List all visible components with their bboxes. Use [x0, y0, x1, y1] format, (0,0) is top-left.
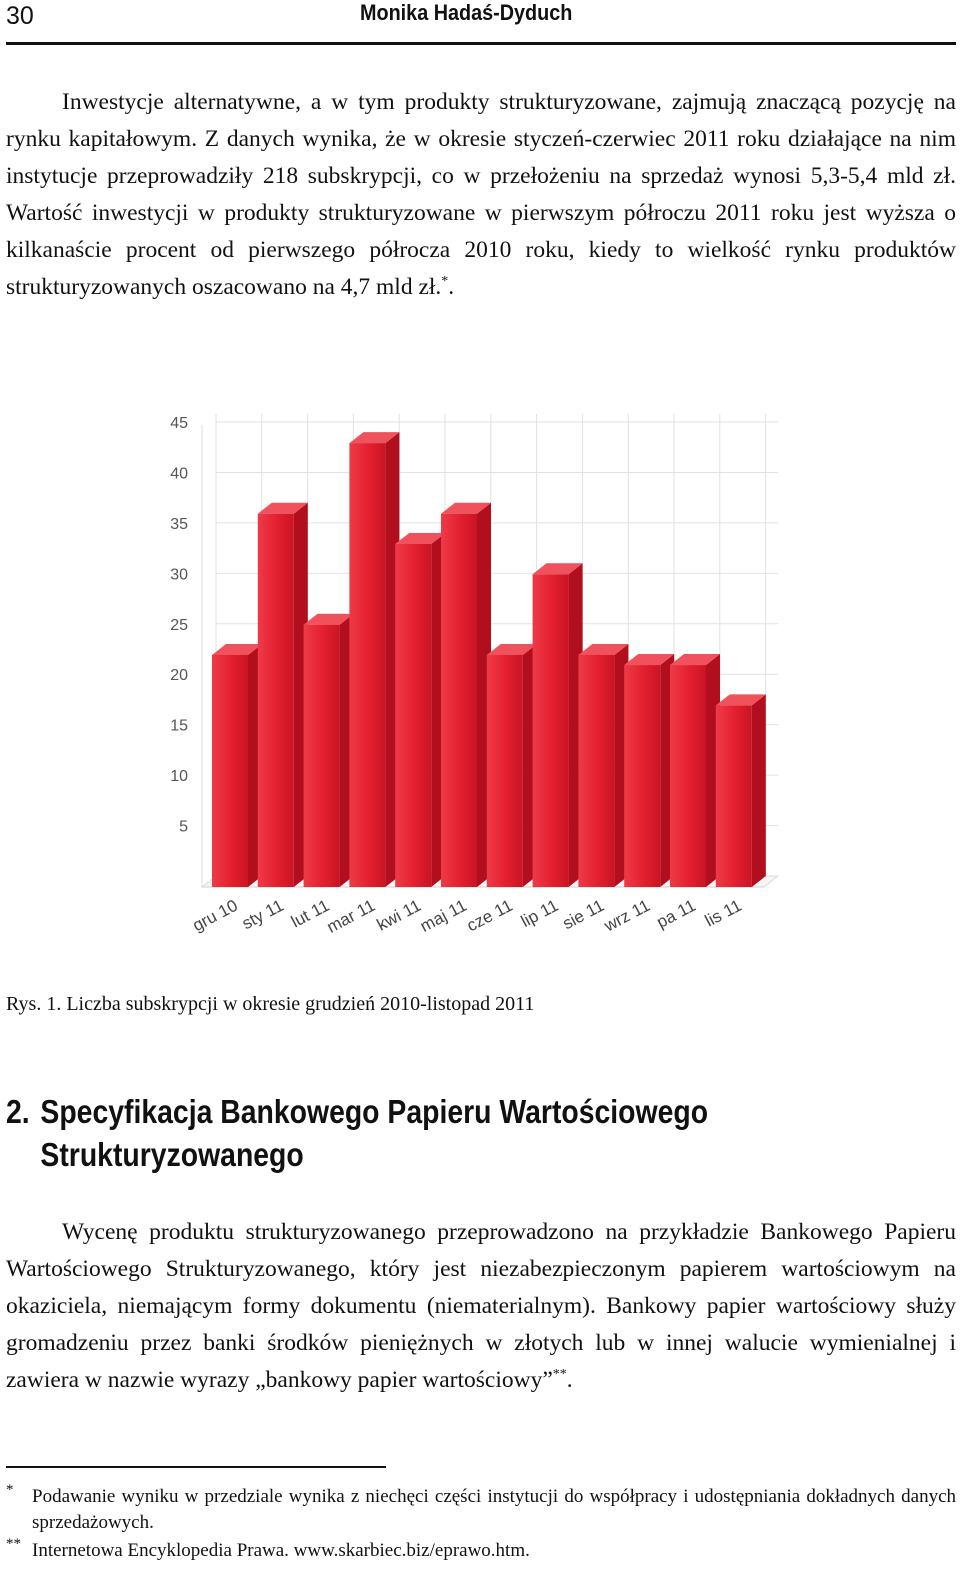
bar: [349, 432, 399, 887]
x-tick-label: lis 11: [701, 895, 745, 931]
y-tick-label: 35: [170, 515, 188, 533]
figure-caption: Rys. 1. Liczba subskrypcji w okresie grudzień 2010-listopad 2011: [6, 993, 535, 1015]
bar: [258, 503, 308, 887]
chart-bars: [212, 432, 766, 887]
x-tick-label: sty 11: [238, 895, 287, 934]
bar-front: [258, 514, 294, 887]
x-tick-label: maj 11: [417, 895, 470, 936]
bar-front: [441, 514, 477, 887]
bar-side: [752, 694, 766, 887]
bar-front: [716, 705, 752, 887]
bar: [395, 533, 445, 887]
footnote-2: [6, 1538, 956, 1564]
y-tick-label: 40: [170, 465, 188, 483]
x-tick-label: lut 11: [287, 895, 333, 932]
y-tick-label: 20: [170, 667, 188, 685]
subscriptions-bar-chart: [150, 405, 800, 980]
footnote-1-text: Podawanie wyniku w przedziale wynika z niechęci części instytucji do współpracy i udostępniania dokładnych danych sprzedażowych.: [32, 1486, 956, 1533]
bar-front: [670, 665, 706, 887]
footnote-ref-1: *: [441, 274, 449, 289]
page-header: [0, 0, 960, 46]
paragraph-valuation-text: Wycenę produktu strukturyzowanego przeprowadzono na przykładzie Bankowego Papieru Wartościowego Strukturyzowanego, który jest niezabezpieczonym papierem wartościowym na okaziciela, niemającym formy dokumentu (niematerialnym). Bankowy papier wartościowy służy gromadzeniu przez banki środków pieniężnych w złotych lub w innej walucie wymienialnej i zawiera w nazwie wyrazy „bankowy papier wartościowy”: [6, 1219, 956, 1393]
x-tick-label: gru 10: [189, 895, 241, 936]
bar-front: [533, 574, 569, 887]
bar: [441, 503, 491, 887]
footnote-2-text: Internetowa Encyklopedia Prawa. www.skarbiec.biz/eprawo.htm.: [32, 1540, 530, 1561]
page-number: 30: [6, 2, 34, 30]
bar: [670, 654, 720, 887]
footnote-1-mark: *: [6, 1482, 14, 1498]
y-tick-label: 5: [179, 818, 188, 836]
y-tick-label: 25: [170, 616, 188, 634]
bar: [212, 644, 262, 887]
bar-front: [212, 655, 248, 887]
paragraph-intro-text: Inwestycje alternatywne, a w tym produkty strukturyzowane, zajmują znaczącą pozycję na rynku kapitałowym. Z danych wynika, że w okresie styczeń-czerwiec 2011 roku działające na nim instytucje przeprowadziły 218 subskrypcji, co w przełożeniu na sprzedaż wynosi 5,3-5,4 mld zł. Wartość inwestycji w produkty strukturyzowane w pierwszym półroczu 2011 roku jest wyższa o kilkanaście procent od pierwszego półrocza 2010 roku, kiedy to wielkość rynku produktów strukturyzowanych oszacowano na 4,7 mld zł.: [6, 89, 956, 300]
bar-front: [304, 625, 340, 887]
x-axis-ticks: [189, 896, 744, 937]
footnote-1: [6, 1484, 956, 1536]
y-tick-label: 30: [170, 566, 188, 584]
x-tick-label: pa 11: [653, 895, 699, 932]
y-tick-label: 15: [170, 717, 188, 735]
bar-front: [624, 665, 660, 887]
footnote-2-mark: **: [6, 1536, 21, 1552]
y-axis-ticks: [170, 415, 188, 836]
x-tick-label: cze 11: [463, 895, 516, 936]
y-tick-label: 45: [170, 415, 188, 432]
bar: [304, 614, 354, 887]
bar-front: [578, 655, 614, 887]
x-tick-label: wrz 11: [601, 895, 654, 936]
section-number: 2.: [6, 1093, 30, 1130]
bar: [533, 563, 583, 887]
header-rule: [6, 42, 956, 45]
paragraph-valuation-end: .: [566, 1367, 573, 1393]
bar-front: [395, 544, 431, 887]
section-title-line2: Strukturyzowanego: [40, 1136, 304, 1173]
bar-front: [349, 443, 385, 887]
x-tick-label: lip 11: [517, 895, 562, 932]
bar: [624, 654, 674, 887]
footnote-separator: [6, 1466, 386, 1468]
paragraph-intro-end: .: [448, 274, 455, 300]
paragraph-intro: [6, 84, 956, 306]
x-tick-label: sie 11: [559, 895, 608, 934]
bar: [716, 694, 766, 887]
section-title-line1: Specyfikacja Bankowego Papieru Wartościowego: [40, 1093, 709, 1130]
y-tick-label: 10: [170, 768, 188, 786]
bar-front: [487, 655, 523, 887]
x-tick-label: mar 11: [323, 895, 379, 937]
section-heading: [6, 1090, 780, 1176]
bar: [487, 644, 537, 887]
x-tick-label: kwi 11: [373, 895, 425, 935]
paragraph-valuation: [6, 1214, 956, 1399]
running-head-author: Monika Hadaś-Dyduch: [360, 0, 573, 25]
bar: [578, 644, 628, 887]
footnote-ref-2: **: [552, 1367, 567, 1382]
